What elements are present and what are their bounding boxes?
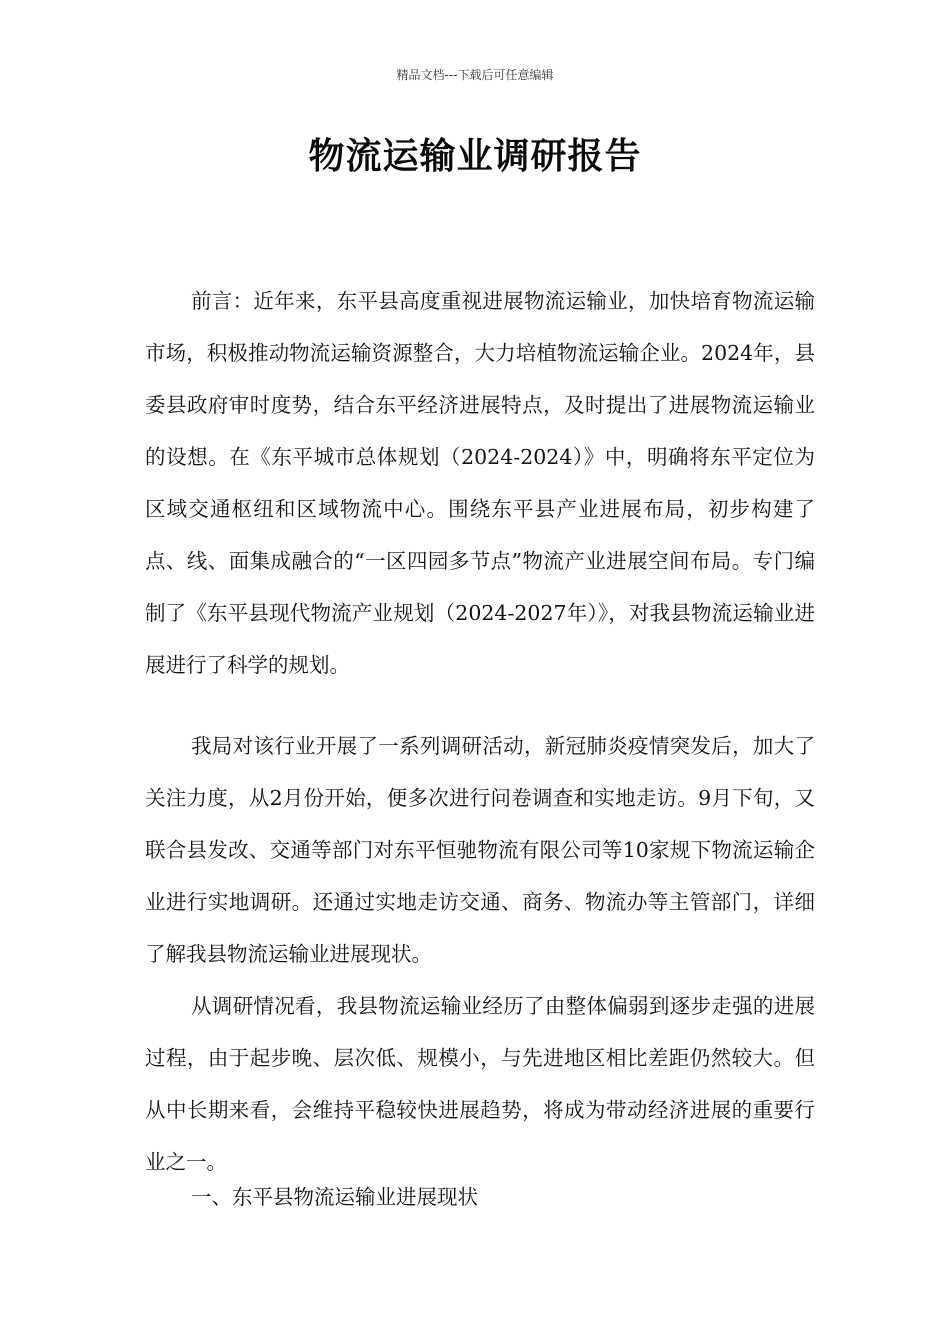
paragraph-preface: 前言：近年来，东平县高度重视进展物流运输业，加快培育物流运输市场，积极推动物流运输资源整合，大力培植物流运输企业。2024年，县委县政府审时度势，结合东平经济进展特点，及时提出了进展物流运输业的设想。在《东平城市总体规划（2024-2024）》中，明确将东平定位为区域交通枢纽和区域物流中心。围绕东平县产业进展布局，初步构建了点、线、面集成融合的“一区四园多节点”物流产业进展空间布局。专门编制了《东平县现代物流产业规划（2024-2027年）》，对我县物流运输业进展进行了科学的规划。	[145, 289, 815, 677]
paragraph-research-activities: 我局对该行业开展了一系列调研活动，新冠肺炎疫情突发后，加大了关注力度，从2月份开始，便多次进行问卷调查和实地走访。9月下旬，又联合县发改、交通等部门对东平恒驰物流有限公司等10家规下物流运输企业进行实地调研。还通过实地走访交通、商务、物流办等主管部门，详细了解我县物流运输业进展现状。	[145, 734, 815, 966]
document-title: 物流运输业调研报告	[308, 136, 642, 177]
section-heading: 一、东平县物流运输业进展现状	[191, 1185, 478, 1209]
paragraph-research-findings: 从调研情况看，我县物流运输业经历了由整体偏弱到逐步走强的进展过程，由于起步晚、层次低、规模小，与先进地区相比差距仍然较大。但从中长期来看，会维持平稳较快进展趋势，将成为带动经济进展的重要行业之一。	[145, 994, 815, 1174]
header-note: 精品文档---下载后可任意编辑	[396, 68, 554, 82]
